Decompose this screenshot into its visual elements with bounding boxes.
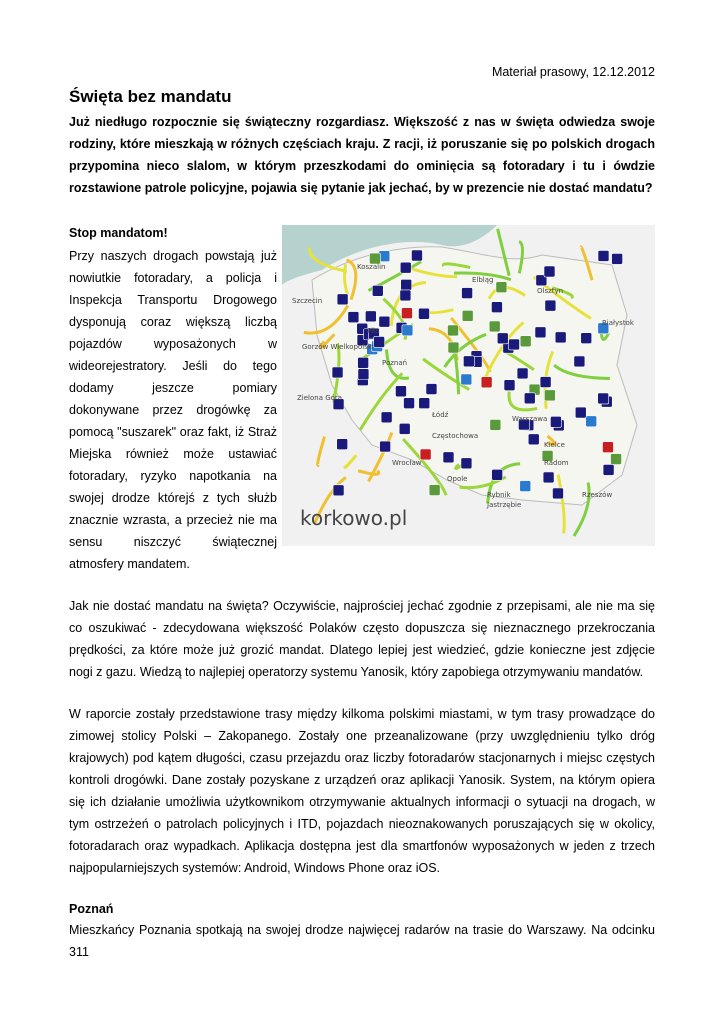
speed-camera-marker-icon [381, 412, 392, 423]
section-text-poznan: Mieszkańcy Poznania spotkają na swojej drodze najwięcej radarów na trasie do Warszawy. Na odcinku 311 [69, 923, 655, 959]
city-label: Wrocław [392, 459, 422, 467]
city-label: Rzeszów [582, 491, 613, 499]
speed-camera-marker-icon [550, 416, 561, 427]
speed-camera-marker-icon [411, 250, 422, 261]
speed-camera-marker-icon [461, 458, 472, 469]
speed-camera-marker-icon [402, 325, 413, 336]
city-label: Rybnik [487, 491, 511, 499]
city-label: Jastrzębie [487, 501, 522, 509]
speed-camera-marker-icon [552, 488, 563, 499]
city-label: Radom [544, 459, 569, 467]
speed-camera-marker-icon [358, 357, 369, 368]
map-image [282, 225, 655, 546]
speed-camera-marker-icon [400, 290, 411, 301]
city-label: Białystok [602, 319, 634, 327]
speed-camera-marker-icon [489, 321, 500, 332]
speed-camera-marker-icon [509, 339, 520, 350]
city-label: Częstochowa [432, 432, 479, 440]
section-heading-poznan: Poznań [69, 902, 114, 916]
city-label: Kielce [544, 441, 565, 449]
city-label: Poznań [382, 359, 408, 367]
speed-camera-marker-icon [448, 325, 459, 336]
speed-camera-marker-icon [461, 374, 472, 385]
paragraph-2: W raporcie zostały przedstawione trasy między kilkoma polskimi miastami, w tym trasy prowadzące do zimowej stolicy Polski – Zakopanego. Zostały one przeanalizowane (przy uwzględnieniu tylko dróg krajowych) pod kątem długości, czasu przejazdu oraz liczby fotoradarów stacjonarnych i miejsc częstych kontroli drogówki. Dane zostały pozyskane z urządzeń oraz aplikacji Yanosik. System, na którym opiera się ich działanie umożliwia użytkownikom otrzymywanie aktualnych informacji o sytuacji na drogach, w tym ostrzeżeń o patrolach policyjnych i ITD, pojazdach nieoznakowanych poruszających się w okolicy, fotoradarach oraz wypadkach. Aplikacja dostępna jest dla smartfonów wyposażonych w jeden z trzech najpopularniejszych systemów: Android, Windows Phone oraz iOS. [69, 707, 655, 875]
city-label: Olsztyn [537, 287, 564, 295]
speed-camera-marker-icon [337, 294, 348, 305]
speed-camera-marker-icon [598, 250, 609, 261]
city-label: Szczecin [292, 297, 323, 305]
speed-camera-marker-icon [517, 368, 528, 379]
speed-camera-marker-icon [395, 386, 406, 397]
city-label: Piła [367, 327, 380, 335]
speed-camera-marker-icon [348, 312, 359, 323]
speed-camera-marker-icon [574, 356, 585, 367]
speed-camera-marker-icon [462, 310, 473, 321]
speed-camera-marker-icon [401, 279, 412, 290]
speed-camera-marker-icon [496, 282, 507, 293]
speed-camera-marker-icon [418, 308, 429, 319]
speed-camera-marker-icon [598, 393, 609, 404]
section-stop-row [69, 245, 655, 575]
speed-camera-marker-icon [543, 472, 554, 483]
speed-camera-marker-icon [401, 308, 412, 319]
speed-camera-marker-icon [379, 316, 390, 327]
speed-camera-marker-icon [603, 464, 614, 475]
speed-camera-marker-icon [420, 449, 431, 460]
city-label: Elbląg [472, 276, 494, 284]
paragraph-1: Jak nie dostać mandatu na święta? Oczywiście, najprościej jechać zgodnie z przepisami, ale nie ma się co oszukiwać - zdecydowana większość Polaków często dopuszcza się nieznacznego przekroczania prędkości, za które może już grozić mandat. Dlatego lepiej jest wiedzieć, gdzie konieczne jest zdjęcie nogi z gazu. Wiedzą to najlepiej operatorzy systemu Yanosik, który zapobiega otrzymywaniu mandatów. [69, 599, 655, 679]
speed-camera-marker-icon [544, 266, 555, 277]
road [318, 437, 325, 466]
page-title: Święta bez mandatu [69, 87, 232, 106]
section-heading-stop: Stop mandatom! [69, 226, 168, 240]
section-text-stop: Przy naszych drogach powstają już nowiutkie fotoradary, a policja i Inspekcja Transportu Drogowego dysponują coraz większą liczbą pojazdów wyposażonych w wideorejestratory. Jeśli do tego dodamy jeszcze pomiary dokonywane przez drogówkę za pomocą "suszarek" oraz fakt, iż Straż Miejska również może ustawiać fotoradary, ryzyko napotkania na swojej drodze którejś z tych służb znacznie wzrasta, a przecież nie ma sensu niszczyć świątecznej atmosfery mandatem. [69, 249, 277, 571]
city-label: Koszalin [357, 263, 386, 271]
speed-camera-marker-icon [374, 336, 385, 347]
speed-camera-marker-icon [332, 367, 343, 378]
date-line: Materiał prasowy, 12.12.2012 [491, 65, 655, 79]
speed-camera-marker-icon [463, 356, 474, 367]
speed-camera-marker-icon [492, 469, 503, 480]
city-label: Łódź [432, 411, 449, 419]
speed-camera-marker-icon [372, 285, 383, 296]
speed-camera-marker-icon [443, 452, 454, 463]
speed-camera-marker-icon [481, 377, 492, 388]
lead-paragraph: Już niedługo rozpocznie się świąteczny rozgardiasz. Większość z nas w święta odwiedza swoje rodziny, które mieszkają w różnych częściach kraju. Z racji, iż poruszanie się po polskich drogach przypomina nieco slalom, w którym przeszkodami do ominięcia są fotoradary i tu i ówdzie rozstawione patrole policyjne, pojawia się pytanie jak jechać, by w prezencie nie dostać mandatu? [69, 115, 655, 195]
speed-camera-marker-icon [419, 398, 430, 409]
speed-camera-marker-icon [497, 333, 508, 344]
speed-camera-marker-icon [611, 454, 622, 465]
speed-camera-marker-icon [365, 311, 376, 322]
road [345, 455, 356, 467]
speed-camera-marker-icon [429, 485, 440, 496]
speed-camera-marker-icon [404, 398, 415, 409]
poland-traffic-map [282, 225, 655, 546]
city-label: Zielona Góra [297, 394, 343, 402]
speed-camera-marker-icon [358, 369, 369, 380]
speed-camera-marker-icon [544, 390, 555, 401]
speed-camera-marker-icon [491, 302, 502, 313]
speed-camera-marker-icon [535, 327, 546, 338]
speed-camera-marker-icon [400, 262, 411, 273]
speed-camera-marker-icon [524, 393, 535, 404]
speed-camera-marker-icon [528, 434, 539, 445]
speed-camera-marker-icon [586, 416, 597, 427]
korkowo-logo: korkowo.pl [300, 506, 408, 530]
city-label: Warszawa [512, 415, 548, 423]
speed-camera-marker-icon [555, 332, 566, 343]
speed-camera-marker-icon [520, 336, 531, 347]
speed-camera-marker-icon [426, 384, 437, 395]
speed-camera-marker-icon [520, 481, 531, 492]
speed-camera-marker-icon [333, 485, 344, 496]
speed-camera-marker-icon [581, 333, 592, 344]
speed-camera-marker-icon [490, 419, 501, 430]
speed-camera-marker-icon [602, 442, 613, 453]
city-label: Gorzów Wielkopolski [302, 343, 374, 351]
speed-camera-marker-icon [462, 288, 473, 299]
speed-camera-marker-icon [337, 439, 348, 450]
speed-camera-marker-icon [504, 380, 515, 391]
speed-camera-marker-icon [448, 342, 459, 353]
speed-camera-marker-icon [575, 407, 586, 418]
city-label: Opole [447, 475, 468, 483]
speed-camera-marker-icon [399, 423, 410, 434]
speed-camera-marker-icon [380, 441, 391, 452]
speed-camera-marker-icon [540, 377, 551, 388]
speed-camera-marker-icon [612, 253, 623, 264]
speed-camera-marker-icon [545, 300, 556, 311]
